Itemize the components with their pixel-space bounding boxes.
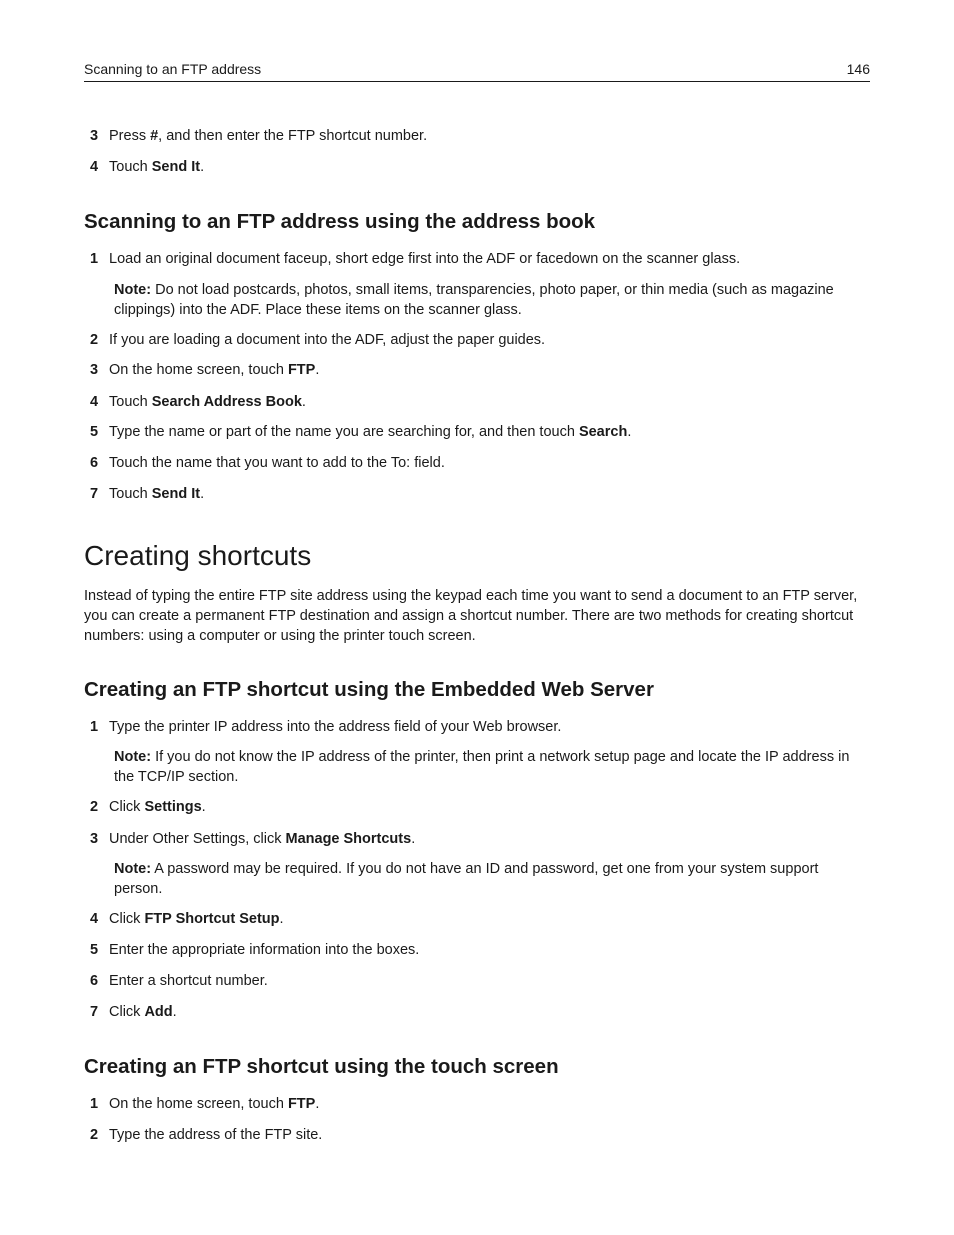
step-text: On the home screen, touch FTP. <box>109 1096 320 1112</box>
step-text: Touch Send It. <box>109 159 205 175</box>
section-heading: Creating an FTP shortcut using the Embedded Web Server <box>84 678 654 701</box>
step-number: 4 <box>90 911 99 927</box>
step-number: 7 <box>90 486 99 502</box>
step-number: 5 <box>90 942 99 958</box>
step-text: Enter a shortcut number. <box>109 973 268 989</box>
step-text: Load an original document faceup, short edge first into the ADF or facedown on the scanner glass. <box>109 251 741 267</box>
step-text: Click FTP Shortcut Setup. <box>109 911 284 927</box>
step-number: 1 <box>90 719 99 735</box>
running-header <box>84 60 870 82</box>
step-text: Type the printer IP address into the address field of your Web browser. <box>109 719 562 735</box>
step-number: 1 <box>90 1096 99 1112</box>
step-text: Touch the name that you want to add to the To: field. <box>109 455 445 471</box>
step-text: Press #, and then enter the FTP shortcut number. <box>109 128 428 144</box>
section-heading: Scanning to an FTP address using the address book <box>84 210 596 233</box>
step-number: 3 <box>90 362 99 378</box>
step-text: Under Other Settings, click Manage Shortcuts. <box>109 831 416 847</box>
step-text: Click Settings. <box>109 799 206 815</box>
step-number: 5 <box>90 424 99 440</box>
header-title: Scanning to an FTP address <box>84 61 262 77</box>
step-text: Touch Search Address Book. <box>109 394 306 410</box>
note: Note: If you do not know the IP address of the printer, then print a network setup page and locate the IP address in the TCP/IP section. <box>114 749 850 785</box>
step-text: Click Add. <box>109 1004 177 1020</box>
section-heading: Creating an FTP shortcut using the touch screen <box>84 1055 559 1078</box>
step-number: 4 <box>90 394 99 410</box>
step-number: 3 <box>90 831 99 847</box>
step-number: 2 <box>90 799 99 815</box>
step-text: If you are loading a document into the ADF, adjust the paper guides. <box>109 332 546 348</box>
step-number: 2 <box>90 332 99 348</box>
step-number: 6 <box>90 973 99 989</box>
page-title: Creating shortcuts <box>84 540 312 571</box>
step-text: Enter the appropriate information into the boxes. <box>109 942 420 958</box>
intro-paragraph: Instead of typing the entire FTP site address using the keypad each time you want to send a document to an FTP server, you can create a permanent FTP destination and assign a shortcut number. There are two methods for creating shortcut numbers: using a computer or using the printer touch screen. <box>84 588 858 644</box>
step-number: 6 <box>90 455 99 471</box>
step-number: 3 <box>90 128 99 144</box>
step-text: Type the address of the FTP site. <box>109 1127 323 1143</box>
step-number: 4 <box>90 159 99 175</box>
step-number: 7 <box>90 1004 99 1020</box>
step-text: Touch Send It. <box>109 486 205 502</box>
step-text: On the home screen, touch FTP. <box>109 362 320 378</box>
note: Note: Do not load postcards, photos, small items, transparencies, photo paper, or thin media (such as magazine clippings) into the ADF. Place these items on the scanner glass. <box>114 282 834 318</box>
step-text: Type the name or part of the name you are searching for, and then touch Search. <box>109 424 632 440</box>
step-number: 1 <box>90 251 99 267</box>
page-number: 146 <box>846 61 870 77</box>
step-number: 2 <box>90 1127 99 1143</box>
note: Note: A password may be required. If you do not have an ID and password, get one from your system support person. <box>114 861 819 897</box>
